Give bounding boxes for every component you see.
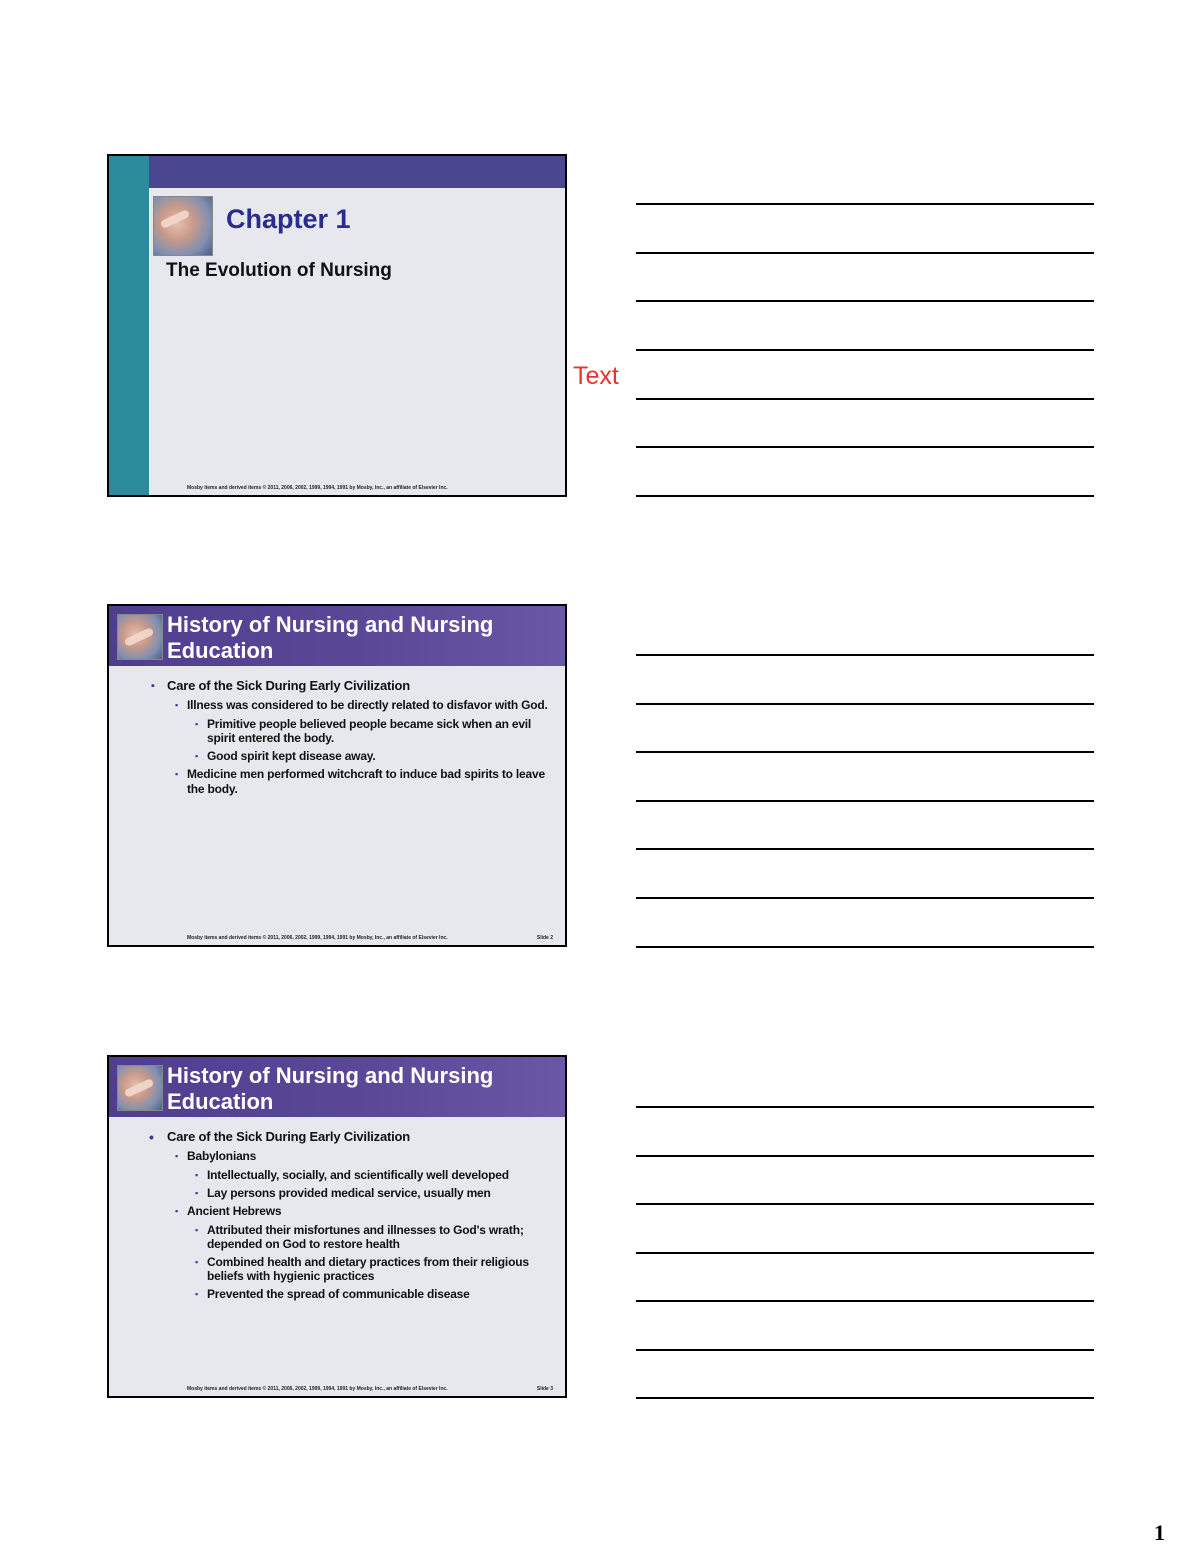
note-line — [636, 1203, 1094, 1205]
bullet-list — [149, 678, 559, 801]
nursing-photo-icon — [117, 1065, 163, 1111]
nursing-photo-icon — [117, 614, 163, 660]
bullet-item: ▪ Care of the Sick During Early Civilization — [167, 678, 559, 694]
note-line — [636, 349, 1094, 351]
bullet-item: ▪ Primitive people believed people became sick when an evil spirit entered the body. — [207, 717, 559, 745]
note-line — [636, 848, 1094, 850]
slide-number: Slide 2 — [536, 935, 553, 941]
note-line — [636, 495, 1094, 497]
bullet-item: ▪ Ancient Hebrews — [187, 1204, 559, 1219]
note-line — [636, 398, 1094, 400]
bullet-item: ▪ Illness was considered to be directly related to disfavor with God. — [187, 698, 559, 713]
bullet-item: ▪ Intellectually, socially, and scientifically well developed — [207, 1168, 559, 1182]
note-line — [636, 703, 1094, 705]
nursing-photo-icon — [153, 196, 213, 256]
bullet-item: • Care of the Sick During Early Civilization — [167, 1129, 559, 1145]
note-line — [636, 1155, 1094, 1157]
chapter-subtitle: The Evolution of Nursing — [166, 260, 392, 281]
text-annotation: Text — [573, 362, 619, 390]
slide-history-ancient-cultures — [107, 1055, 567, 1398]
note-line — [636, 252, 1094, 254]
slide-chapter-1 — [107, 154, 567, 497]
note-line — [636, 800, 1094, 802]
bullet-item: ▪ Lay persons provided medical service, usually men — [207, 1186, 559, 1200]
note-line — [636, 946, 1094, 948]
note-line — [636, 446, 1094, 448]
note-line — [636, 654, 1094, 656]
bullet-list — [149, 1129, 559, 1305]
chapter-title: Chapter 1 — [226, 204, 351, 234]
slide-header: History of Nursing and Nursing Education — [167, 1063, 494, 1114]
bullet-item: ▪ Good spirit kept disease away. — [207, 749, 559, 763]
copyright-text: Mosby items and derived items © 2011, 2006, 2002, 1999, 1994, 1991 by Mosby, Inc., an affiliate of Elsevier Inc. — [187, 485, 448, 491]
note-line — [636, 1106, 1094, 1108]
note-line — [636, 300, 1094, 302]
slide-header: History of Nursing and Nursing Education — [167, 612, 494, 663]
copyright-text: Mosby items and derived items © 2011, 2006, 2002, 1999, 1994, 1991 by Mosby, Inc., an affiliate of Elsevier Inc. — [187, 935, 448, 941]
bullet-item: ▪ Combined health and dietary practices from their religious beliefs with hygienic practices — [207, 1255, 559, 1283]
bullet-item: ▪ Medicine men performed witchcraft to induce bad spirits to leave the body. — [187, 767, 559, 797]
bullet-item: ▪ Prevented the spread of communicable disease — [207, 1287, 559, 1301]
note-line — [636, 897, 1094, 899]
bullet-item: ▪ Babylonians — [187, 1149, 559, 1164]
note-line — [636, 751, 1094, 753]
slide-number: Slide 3 — [536, 1386, 553, 1392]
slide-history-early-civilization — [107, 604, 567, 947]
note-line — [636, 1397, 1094, 1399]
copyright-text: Mosby items and derived items © 2011, 2006, 2002, 1999, 1994, 1991 by Mosby, Inc., an affiliate of Elsevier Inc. — [187, 1386, 448, 1392]
note-line — [636, 1252, 1094, 1254]
note-line — [636, 1349, 1094, 1351]
header-band — [149, 156, 565, 188]
note-line — [636, 1300, 1094, 1302]
note-line — [636, 203, 1094, 205]
bullet-item: ▪ Attributed their misfortunes and illnesses to God's wrath; depended on God to restore health — [207, 1223, 559, 1251]
page-number: 1 — [1154, 1520, 1165, 1545]
teal-sidebar — [109, 156, 149, 495]
